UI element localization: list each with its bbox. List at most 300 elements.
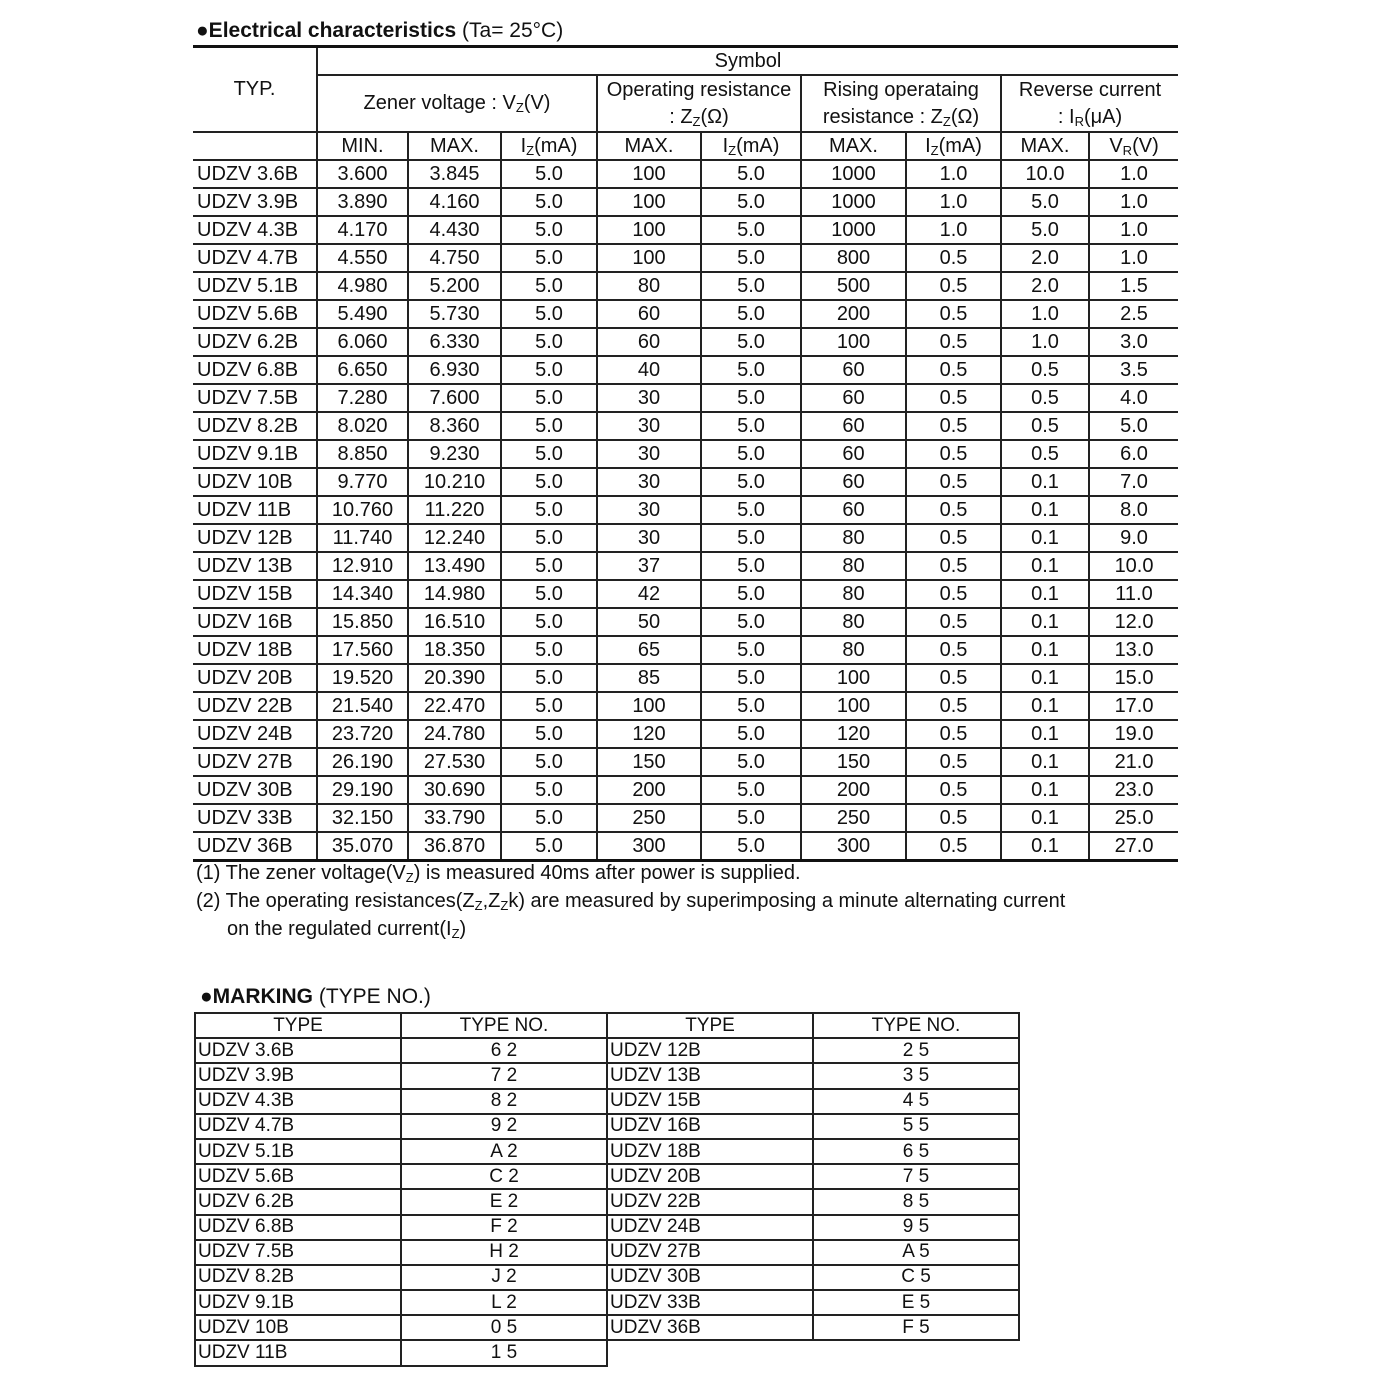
cell-zz-iz: 5.0 — [701, 412, 801, 440]
cell-vz-max: 33.790 — [408, 804, 501, 832]
marking-no-cell: 4 5 — [813, 1089, 1019, 1114]
cell-vz-iz: 5.0 — [501, 300, 597, 328]
cell-zzk-max: 1000 — [801, 160, 906, 188]
cell-zz-max: 50 — [597, 608, 701, 636]
table-row — [195, 1139, 1019, 1164]
cell-zz-iz: 5.0 — [701, 384, 801, 412]
cell-vz-max: 5.200 — [408, 272, 501, 300]
cell-zzk-iz: 0.5 — [906, 412, 1001, 440]
cell-vz-iz: 5.0 — [501, 664, 597, 692]
cell-vz-min: 17.560 — [317, 636, 408, 664]
cell-vz-min: 21.540 — [317, 692, 408, 720]
cell-zzk-iz: 0.5 — [906, 552, 1001, 580]
cell-vz-iz: 5.0 — [501, 216, 597, 244]
cell-vr: 1.0 — [1089, 244, 1178, 272]
cell-vr: 8.0 — [1089, 496, 1178, 524]
cell-zzk-max: 300 — [801, 832, 906, 861]
cell-vz-min: 7.280 — [317, 384, 408, 412]
marking-rows — [195, 1038, 1019, 1365]
cell-zz-max: 42 — [597, 580, 701, 608]
table-row — [193, 272, 1178, 300]
cell-ir-max: 0.1 — [1001, 804, 1089, 832]
cell-type: UDZV 11B — [193, 496, 317, 524]
electrical-characteristics-table — [193, 48, 1178, 862]
max-header: MAX. — [1001, 132, 1089, 160]
cell-type: UDZV 7.5B — [193, 384, 317, 412]
operating-resistance-header: Operating resistance : $Z_Z(\Omega)$ — [597, 75, 801, 132]
marking-type-cell: UDZV 3.6B — [195, 1038, 401, 1063]
cell-zzk-max: 800 — [801, 244, 906, 272]
marking-no-cell: 3 5 — [813, 1063, 1019, 1088]
cell-vz-max: 16.510 — [408, 608, 501, 636]
marking-no-header: TYPE NO. — [401, 1013, 607, 1038]
cell-ir-max: 0.1 — [1001, 636, 1089, 664]
min-header: MIN. — [317, 132, 408, 160]
marking-type-cell: UDZV 30B — [607, 1265, 813, 1290]
typ-header: TYP. — [193, 48, 317, 132]
marking-type-cell: UDZV 11B — [195, 1340, 401, 1365]
cell-zzk-iz: 0.5 — [906, 636, 1001, 664]
table-row — [195, 1315, 1019, 1340]
cell-vz-min: 6.650 — [317, 356, 408, 384]
cell-vr: 2.5 — [1089, 300, 1178, 328]
marking-no-cell: 2 5 — [813, 1038, 1019, 1063]
cell-vz-max: 6.330 — [408, 328, 501, 356]
cell-zz-iz: 5.0 — [701, 272, 801, 300]
cell-vz-min: 10.760 — [317, 496, 408, 524]
marking-type-header: TYPE — [607, 1013, 813, 1038]
cell-vz-min: 15.850 — [317, 608, 408, 636]
cell-vz-iz: 5.0 — [501, 244, 597, 272]
max-header: MAX. — [801, 132, 906, 160]
cell-vr: 25.0 — [1089, 804, 1178, 832]
cell-zzk-max: 100 — [801, 328, 906, 356]
marking-no-cell: 7 5 — [813, 1164, 1019, 1189]
cell-vr: 6.0 — [1089, 440, 1178, 468]
cell-vz-iz: 5.0 — [501, 272, 597, 300]
cell-vr: 1.0 — [1089, 160, 1178, 188]
cell-vz-iz: 5.0 — [501, 468, 597, 496]
marking-no-cell: 9 2 — [401, 1114, 607, 1139]
cell-vr: 1.0 — [1089, 188, 1178, 216]
cell-vz-iz: 5.0 — [501, 160, 597, 188]
cell-vz-min: 29.190 — [317, 776, 408, 804]
cell-ir-max: 0.1 — [1001, 580, 1089, 608]
cell-zz-max: 30 — [597, 468, 701, 496]
max-header: MAX. — [597, 132, 701, 160]
cell-zz-iz: 5.0 — [701, 720, 801, 748]
cell-ir-max: 5.0 — [1001, 216, 1089, 244]
cell-zzk-iz: 0.5 — [906, 440, 1001, 468]
marking-no-cell: H 2 — [401, 1240, 607, 1265]
cell-type: UDZV 6.2B — [193, 328, 317, 356]
cell-vz-max: 4.430 — [408, 216, 501, 244]
footnote-1: (1) The zener $voltage(V_Z)$ is measured 40ms after power is supplied. — [196, 862, 801, 885]
cell-zzk-max: 60 — [801, 384, 906, 412]
cell-zz-iz: 5.0 — [701, 580, 801, 608]
marking-type-cell: UDZV 33B — [607, 1290, 813, 1315]
cell-zzk-iz: 0.5 — [906, 832, 1001, 861]
table-row — [193, 832, 1178, 861]
marking-type-cell: UDZV 16B — [607, 1114, 813, 1139]
header-row-parameters — [193, 75, 1178, 132]
cell-vr: 3.5 — [1089, 356, 1178, 384]
marking-type-cell: UDZV 8.2B — [195, 1265, 401, 1290]
cell-vz-max: 6.930 — [408, 356, 501, 384]
cell-type: UDZV 15B — [193, 580, 317, 608]
table-row — [195, 1063, 1019, 1088]
cell-vr: 7.0 — [1089, 468, 1178, 496]
cell-vr: 10.0 — [1089, 552, 1178, 580]
cell-ir-max: 0.1 — [1001, 608, 1089, 636]
marking-type-cell: UDZV 12B — [607, 1038, 813, 1063]
cell-zz-iz: 5.0 — [701, 776, 801, 804]
cell-ir-max: 0.5 — [1001, 412, 1089, 440]
cell-zz-iz: 5.0 — [701, 244, 801, 272]
cell-zzk-iz: 0.5 — [906, 300, 1001, 328]
cell-vz-max: 8.360 — [408, 412, 501, 440]
cell-zz-iz: 5.0 — [701, 692, 801, 720]
marking-type-cell: UDZV 20B — [607, 1164, 813, 1189]
cell-vz-iz: 5.0 — [501, 776, 597, 804]
table-row — [193, 636, 1178, 664]
marking-table — [194, 1012, 1020, 1367]
cell-type: UDZV 6.8B — [193, 356, 317, 384]
cell-vz-max: 4.160 — [408, 188, 501, 216]
cell-vr: 5.0 — [1089, 412, 1178, 440]
marking-type-cell: UDZV 6.2B — [195, 1189, 401, 1214]
cell-zz-iz: 5.0 — [701, 524, 801, 552]
cell-ir-max: 10.0 — [1001, 160, 1089, 188]
table-row — [193, 356, 1178, 384]
table-row — [193, 776, 1178, 804]
cell-zz-max: 30 — [597, 496, 701, 524]
marking-type-cell: UDZV 22B — [607, 1189, 813, 1214]
table-row — [195, 1089, 1019, 1114]
zener-voltage-header: Zener voltage : $V_Z(V)$ — [317, 75, 597, 132]
rising-resistance-header: Rising operataing resistance : $Z_Z(\Omega)$ — [801, 75, 1001, 132]
cell-vz-iz: 5.0 — [501, 692, 597, 720]
cell-zz-iz: 5.0 — [701, 216, 801, 244]
cell-ir-max: 0.5 — [1001, 384, 1089, 412]
table-row — [193, 524, 1178, 552]
cell-zzk-iz: 0.5 — [906, 384, 1001, 412]
cell-zzk-iz: 0.5 — [906, 496, 1001, 524]
cell-vz-iz: 5.0 — [501, 384, 597, 412]
cell-vz-iz: 5.0 — [501, 748, 597, 776]
cell-zz-iz: 5.0 — [701, 748, 801, 776]
cell-vz-max: 30.690 — [408, 776, 501, 804]
cell-zzk-iz: 0.5 — [906, 608, 1001, 636]
cell-zz-max: 300 — [597, 832, 701, 861]
cell-vz-min: 23.720 — [317, 720, 408, 748]
cell-ir-max: 0.1 — [1001, 468, 1089, 496]
table-row — [193, 216, 1178, 244]
cell-vz-max: 14.980 — [408, 580, 501, 608]
cell-zz-iz: 5.0 — [701, 664, 801, 692]
marking-no-cell: F 2 — [401, 1215, 607, 1240]
marking-header-row — [195, 1013, 1019, 1038]
marking-no-cell: C 2 — [401, 1164, 607, 1189]
cell-zz-iz: 5.0 — [701, 832, 801, 861]
marking-type-cell: UDZV 15B — [607, 1089, 813, 1114]
cell-vr: 9.0 — [1089, 524, 1178, 552]
cell-vz-min: 32.150 — [317, 804, 408, 832]
cell-zzk-max: 250 — [801, 804, 906, 832]
cell-vz-max: 5.730 — [408, 300, 501, 328]
cell-ir-max: 0.1 — [1001, 524, 1089, 552]
table-row — [193, 664, 1178, 692]
marking-no-cell: J 2 — [401, 1265, 607, 1290]
cell-zzk-iz: 0.5 — [906, 776, 1001, 804]
marking-type-cell: UDZV 27B — [607, 1240, 813, 1265]
cell-vz-max: 22.470 — [408, 692, 501, 720]
cell-vz-min: 8.020 — [317, 412, 408, 440]
cell-zz-iz: 5.0 — [701, 188, 801, 216]
cell-ir-max: 1.0 — [1001, 328, 1089, 356]
table-row — [193, 804, 1178, 832]
table-row — [195, 1189, 1019, 1214]
marking-type-cell: UDZV 13B — [607, 1063, 813, 1088]
cell-type: UDZV 9.1B — [193, 440, 317, 468]
cell-vr: 15.0 — [1089, 664, 1178, 692]
cell-zzk-max: 80 — [801, 608, 906, 636]
marking-type-cell: UDZV 10B — [195, 1315, 401, 1340]
cell-ir-max: 0.1 — [1001, 552, 1089, 580]
cell-vz-min: 19.520 — [317, 664, 408, 692]
cell-vr: 11.0 — [1089, 580, 1178, 608]
cell-vz-max: 7.600 — [408, 384, 501, 412]
cell-vz-min: 8.850 — [317, 440, 408, 468]
cell-zzk-iz: 0.5 — [906, 664, 1001, 692]
table-row — [193, 300, 1178, 328]
cell-vr: 1.5 — [1089, 272, 1178, 300]
cell-vz-min: 3.890 — [317, 188, 408, 216]
marking-no-cell: F 5 — [813, 1315, 1019, 1340]
cell-zz-max: 30 — [597, 412, 701, 440]
cell-vz-iz: 5.0 — [501, 412, 597, 440]
cell-ir-max: 1.0 — [1001, 300, 1089, 328]
cell-vz-min: 5.490 — [317, 300, 408, 328]
cell-zz-max: 40 — [597, 356, 701, 384]
cell-ir-max: 0.1 — [1001, 832, 1089, 861]
cell-zz-iz: 5.0 — [701, 300, 801, 328]
cell-vz-iz: 5.0 — [501, 608, 597, 636]
electrical-characteristics-title: ●Electrical characteristics (Ta= 25°C) — [196, 19, 564, 42]
cell-vz-iz: 5.0 — [501, 188, 597, 216]
marking-no-cell: L 2 — [401, 1290, 607, 1315]
reverse-current-header: Reverse current : $I_R(\mu A)$ — [1001, 75, 1178, 132]
table-row — [195, 1038, 1019, 1063]
table-row — [193, 384, 1178, 412]
cell-vz-max: 18.350 — [408, 636, 501, 664]
marking-type-cell: UDZV 5.1B — [195, 1139, 401, 1164]
cell-type: UDZV 30B — [193, 776, 317, 804]
cell-zz-max: 30 — [597, 384, 701, 412]
cell-ir-max: 0.1 — [1001, 776, 1089, 804]
cell-zz-iz: 5.0 — [701, 804, 801, 832]
cell-type: UDZV 13B — [193, 552, 317, 580]
marking-type-cell: UDZV 5.6B — [195, 1164, 401, 1189]
cell-ir-max: 0.1 — [1001, 720, 1089, 748]
table-row — [195, 1164, 1019, 1189]
cell-vr: 21.0 — [1089, 748, 1178, 776]
cell-type: UDZV 12B — [193, 524, 317, 552]
cell-zz-max: 100 — [597, 160, 701, 188]
cell-vz-min: 12.910 — [317, 552, 408, 580]
cell-vz-iz: 5.0 — [501, 832, 597, 861]
cell-zzk-iz: 0.5 — [906, 692, 1001, 720]
cell-vr: 17.0 — [1089, 692, 1178, 720]
cell-zzk-max: 80 — [801, 524, 906, 552]
marking-type-cell: UDZV 3.9B — [195, 1063, 401, 1088]
footnote-2-continued: on the regulated $current(I_Z)$ — [227, 918, 467, 941]
marking-no-header: TYPE NO. — [813, 1013, 1019, 1038]
marking-type-cell: UDZV 4.3B — [195, 1089, 401, 1114]
cell-vz-max: 27.530 — [408, 748, 501, 776]
cell-zz-max: 30 — [597, 524, 701, 552]
cell-vz-min: 3.600 — [317, 160, 408, 188]
cell-zzk-max: 60 — [801, 440, 906, 468]
cell-vz-min: 9.770 — [317, 468, 408, 496]
iz-header: $I_Z(mA)$ — [906, 132, 1001, 160]
cell-vz-iz: 5.0 — [501, 552, 597, 580]
marking-no-cell: 1 5 — [401, 1340, 607, 1365]
table-row — [195, 1240, 1019, 1265]
cell-zz-iz: 5.0 — [701, 636, 801, 664]
cell-type: UDZV 18B — [193, 636, 317, 664]
header-row-units — [193, 132, 1178, 160]
typ-header-blank — [193, 132, 317, 160]
marking-type-cell: UDZV 18B — [607, 1139, 813, 1164]
cell-zzk-max: 100 — [801, 664, 906, 692]
cell-vz-max: 11.220 — [408, 496, 501, 524]
cell-vz-max: 20.390 — [408, 664, 501, 692]
cell-vz-iz: 5.0 — [501, 580, 597, 608]
vr-header: $V_R(V)$ — [1089, 132, 1178, 160]
cell-zz-max: 100 — [597, 188, 701, 216]
cell-zzk-max: 1000 — [801, 188, 906, 216]
iz-header: $I_Z(mA)$ — [701, 132, 801, 160]
marking-no-cell: 7 2 — [401, 1063, 607, 1088]
cell-ir-max: 0.5 — [1001, 440, 1089, 468]
cell-zzk-max: 60 — [801, 468, 906, 496]
cell-zz-iz: 5.0 — [701, 496, 801, 524]
marking-type-header: TYPE — [195, 1013, 401, 1038]
cell-zz-iz: 5.0 — [701, 356, 801, 384]
marking-no-cell: 8 5 — [813, 1189, 1019, 1214]
table-row — [193, 748, 1178, 776]
cell-zz-max: 100 — [597, 692, 701, 720]
cell-vr: 27.0 — [1089, 832, 1178, 861]
marking-type-cell: UDZV 36B — [607, 1315, 813, 1340]
cell-type: UDZV 3.6B — [193, 160, 317, 188]
cell-vz-iz: 5.0 — [501, 636, 597, 664]
cell-zzk-iz: 0.5 — [906, 272, 1001, 300]
cell-zz-iz: 5.0 — [701, 468, 801, 496]
cell-ir-max: 0.1 — [1001, 748, 1089, 776]
cell-vz-max: 24.780 — [408, 720, 501, 748]
cell-vz-iz: 5.0 — [501, 496, 597, 524]
cell-zzk-max: 150 — [801, 748, 906, 776]
cell-type: UDZV 27B — [193, 748, 317, 776]
cell-zz-iz: 5.0 — [701, 160, 801, 188]
cell-vz-max: 13.490 — [408, 552, 501, 580]
iz-header: $I_Z(mA)$ — [501, 132, 597, 160]
max-header: MAX. — [408, 132, 501, 160]
cell-zz-max: 30 — [597, 440, 701, 468]
cell-vz-max: 3.845 — [408, 160, 501, 188]
marking-no-cell: A 2 — [401, 1139, 607, 1164]
footnote-2: (2) The operating $resistances(Z_Z,Z_Zk)$ are measured by superimposing a minute alternating current — [196, 890, 1066, 913]
table-row — [193, 188, 1178, 216]
cell-zz-max: 80 — [597, 272, 701, 300]
cell-vz-min: 6.060 — [317, 328, 408, 356]
cell-zz-iz: 5.0 — [701, 328, 801, 356]
marking-no-cell: E 2 — [401, 1189, 607, 1214]
cell-vz-min: 35.070 — [317, 832, 408, 861]
cell-type: UDZV 33B — [193, 804, 317, 832]
table-row — [193, 720, 1178, 748]
cell-zzk-max: 60 — [801, 356, 906, 384]
cell-zz-iz: 5.0 — [701, 440, 801, 468]
cell-vr: 12.0 — [1089, 608, 1178, 636]
marking-no-cell: 6 5 — [813, 1139, 1019, 1164]
electrical-characteristics-rows — [193, 160, 1178, 861]
cell-vr: 1.0 — [1089, 216, 1178, 244]
cell-type: UDZV 5.1B — [193, 272, 317, 300]
table-row — [195, 1265, 1019, 1290]
cell-zzk-iz: 0.5 — [906, 580, 1001, 608]
table-row — [195, 1290, 1019, 1315]
marking-title: ●MARKING (TYPE NO.) — [200, 985, 431, 1008]
cell-zz-max: 150 — [597, 748, 701, 776]
cell-type: UDZV 4.3B — [193, 216, 317, 244]
marking-type-cell: UDZV 6.8B — [195, 1215, 401, 1240]
cell-vr: 19.0 — [1089, 720, 1178, 748]
cell-zzk-iz: 0.5 — [906, 748, 1001, 776]
cell-zz-max: 120 — [597, 720, 701, 748]
cell-zzk-max: 100 — [801, 692, 906, 720]
cell-zz-max: 85 — [597, 664, 701, 692]
marking-no-cell: 0 5 — [401, 1315, 607, 1340]
cell-zzk-max: 200 — [801, 776, 906, 804]
cell-zz-max: 60 — [597, 328, 701, 356]
cell-vz-min: 11.740 — [317, 524, 408, 552]
cell-type: UDZV 3.9B — [193, 188, 317, 216]
cell-ir-max: 0.1 — [1001, 692, 1089, 720]
cell-zzk-iz: 0.5 — [906, 804, 1001, 832]
cell-zzk-iz: 0.5 — [906, 244, 1001, 272]
table-row — [193, 468, 1178, 496]
cell-ir-max: 0.5 — [1001, 356, 1089, 384]
cell-vz-max: 9.230 — [408, 440, 501, 468]
cell-zzk-max: 120 — [801, 720, 906, 748]
cell-vr: 4.0 — [1089, 384, 1178, 412]
cell-vr: 3.0 — [1089, 328, 1178, 356]
cell-zz-max: 100 — [597, 244, 701, 272]
empty-cell — [607, 1340, 813, 1365]
table-row — [195, 1114, 1019, 1139]
cell-vz-iz: 5.0 — [501, 524, 597, 552]
marking-type-cell: UDZV 4.7B — [195, 1114, 401, 1139]
cell-vz-min: 4.980 — [317, 272, 408, 300]
empty-cell — [813, 1340, 1019, 1365]
cell-vz-iz: 5.0 — [501, 720, 597, 748]
symbol-header: Symbol — [317, 48, 1178, 75]
marking-no-cell: 5 5 — [813, 1114, 1019, 1139]
cell-type: UDZV 4.7B — [193, 244, 317, 272]
